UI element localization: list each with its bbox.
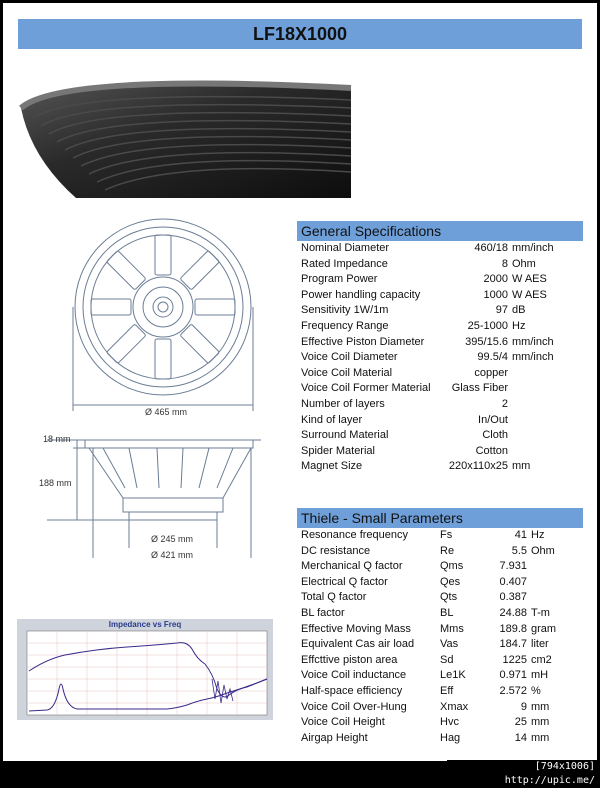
param-row [297,700,583,716]
spec-row [297,381,583,397]
param-value: 24.88 [499,606,527,619]
param-label: Effective Moving Mass [301,622,411,635]
speaker-photo [21,78,351,198]
spec-label: Frequency Range [301,319,389,332]
param-symbol: Mms [440,622,464,635]
param-label: BL factor [301,606,345,619]
param-label: Electrical Q factor [301,575,388,588]
param-row [297,637,583,653]
spec-label: Spider Material [301,444,375,457]
param-unit: mm [531,716,550,729]
spec-label: Program Power [301,273,378,286]
param-label: Voice Coil Height [301,716,385,729]
param-row [297,668,583,684]
spec-row [297,288,583,304]
param-unit: % [531,684,541,697]
param-value: 0.971 [499,669,527,682]
spec-value: Glass Fiber [451,382,508,395]
spec-label: Voice Coil Material [301,366,393,379]
spec-value: 460/18 [474,242,508,254]
spec-unit: Hz [512,319,526,332]
dim-height-label: 188 mm [39,478,72,488]
spec-value: In/Out [478,413,508,426]
param-symbol: Qes [440,575,461,588]
spec-value: Cotton [475,444,508,457]
spec-value: copper [474,366,508,379]
datasheet-page [3,3,597,761]
param-label: Resonance frequency [301,529,409,541]
spec-value: 25-1000 [467,319,508,332]
thiele-header: Thiele - Small Parameters [297,508,583,528]
param-symbol: Sd [440,653,454,666]
general-spec-rows [297,241,583,475]
spec-label: Magnet Size [301,460,363,473]
general-specs-header: General Specifications [297,221,583,241]
param-value: 5.5 [511,544,527,557]
spec-row [297,444,583,460]
param-unit: Hz [531,529,545,541]
spec-row [297,397,583,413]
spec-value: 8 [501,257,508,270]
dim-magnet-label: Ø 245 mm [151,534,194,544]
spec-label: Rated Impedance [301,257,388,270]
spec-row [297,241,583,257]
spec-label: Effective Piston Diameter [301,335,425,348]
spec-unit: mm [512,460,531,473]
thiele-param-rows [297,528,583,746]
param-label: Voice Coil inductance [301,669,407,682]
spec-label: Nominal Diameter [301,242,390,254]
spec-unit: mm/inch [512,351,554,364]
spec-value: 395/15.6 [465,335,508,348]
param-symbol: Fs [440,529,453,541]
spec-label: Number of layers [301,397,385,410]
param-unit: mm [531,731,550,744]
spec-unit: mm/inch [512,242,554,254]
param-value: 25 [514,716,527,729]
spec-row [297,350,583,366]
spec-label: Power handling capacity [301,288,421,301]
param-row [297,731,583,747]
param-symbol: Hag [440,731,461,744]
front-view-drawing [63,215,263,420]
param-unit: T-m [531,606,550,619]
param-unit: cm2 [531,653,552,666]
spec-row [297,257,583,273]
spec-row [297,413,583,429]
param-value: 14 [514,731,527,744]
spec-row [297,366,583,382]
param-label: Airgap Height [301,731,368,744]
spec-label: Surround Material [301,429,389,442]
spec-value: 220x110x25 [448,460,508,473]
param-row [297,653,583,669]
dim-outer-label: Ø 421 mm [151,550,194,560]
param-value: 9 [520,700,527,713]
param-value: 0.387 [499,591,527,604]
param-unit: liter [531,638,549,651]
param-symbol: Re [440,544,455,557]
spec-value: 99.5/4 [477,351,508,364]
param-symbol: BL [440,606,454,619]
spec-unit: mm/inch [512,335,554,348]
side-view-drawing [33,428,263,563]
spec-label: Voice Coil Former Material [301,382,431,395]
spec-value: Cloth [482,429,508,442]
watermark: [794x1006] http://upic.me/ [447,760,597,774]
param-row [297,575,583,591]
spec-value: 2 [501,397,508,410]
param-value: 41 [514,529,527,541]
param-unit: gram [531,622,557,635]
param-symbol: Le1K [440,669,466,682]
param-unit: Ohm [531,544,555,557]
spec-unit: Ohm [512,257,536,270]
impedance-chart [17,619,273,720]
spec-row [297,303,583,319]
spec-value: 1000 [483,288,508,301]
param-symbol: Qms [440,560,464,573]
param-value: 1225 [502,653,527,666]
param-label: Merchanical Q factor [301,560,403,573]
spec-row [297,335,583,351]
spec-row [297,319,583,335]
front-diameter-label: Ø 465 mm [145,407,188,417]
spec-unit: W AES [512,288,547,301]
param-symbol: Eff [440,684,454,697]
param-symbol: Qts [440,591,458,604]
impedance-chart-title: Impedance vs Freq [108,620,182,629]
param-row [297,715,583,731]
thiele-small-parameters [297,508,583,746]
spec-value: 2000 [483,273,508,286]
param-row [297,684,583,700]
spec-row [297,428,583,444]
param-label: Effcttive piston area [301,653,398,666]
param-row [297,622,583,638]
param-label: Total Q factor [301,591,367,604]
param-value: 184.7 [499,638,527,651]
param-label: Half-space efficiency [301,684,403,697]
general-specifications [297,221,583,475]
param-value: 7.931 [499,560,527,573]
param-row [297,528,583,544]
param-value: 2.572 [499,684,527,697]
param-symbol: Hvc [440,716,459,729]
page-title: LF18X1000 [18,19,582,49]
spec-unit: dB [512,304,526,317]
param-label: DC resistance [301,544,371,557]
param-row [297,559,583,575]
param-value: 0.407 [499,575,527,588]
param-label: Voice Coil Over-Hung [301,700,407,713]
param-label: Equivalent Cas air load [301,638,415,651]
param-value: 189.8 [499,622,527,635]
param-unit: mH [531,669,549,682]
param-row [297,606,583,622]
spec-unit: W AES [512,273,547,286]
param-row [297,544,583,560]
spec-label: Sensitivity 1W/1m [301,304,389,317]
dim-top-label: 18 mm [43,434,71,444]
param-symbol: Xmax [440,700,469,713]
spec-value: 97 [495,304,508,317]
spec-label: Voice Coil Diameter [301,351,398,364]
param-unit: mm [531,700,550,713]
spec-label: Kind of layer [301,413,363,426]
param-symbol: Vas [440,638,459,651]
param-row [297,590,583,606]
spec-row [297,272,583,288]
spec-row [297,459,583,475]
